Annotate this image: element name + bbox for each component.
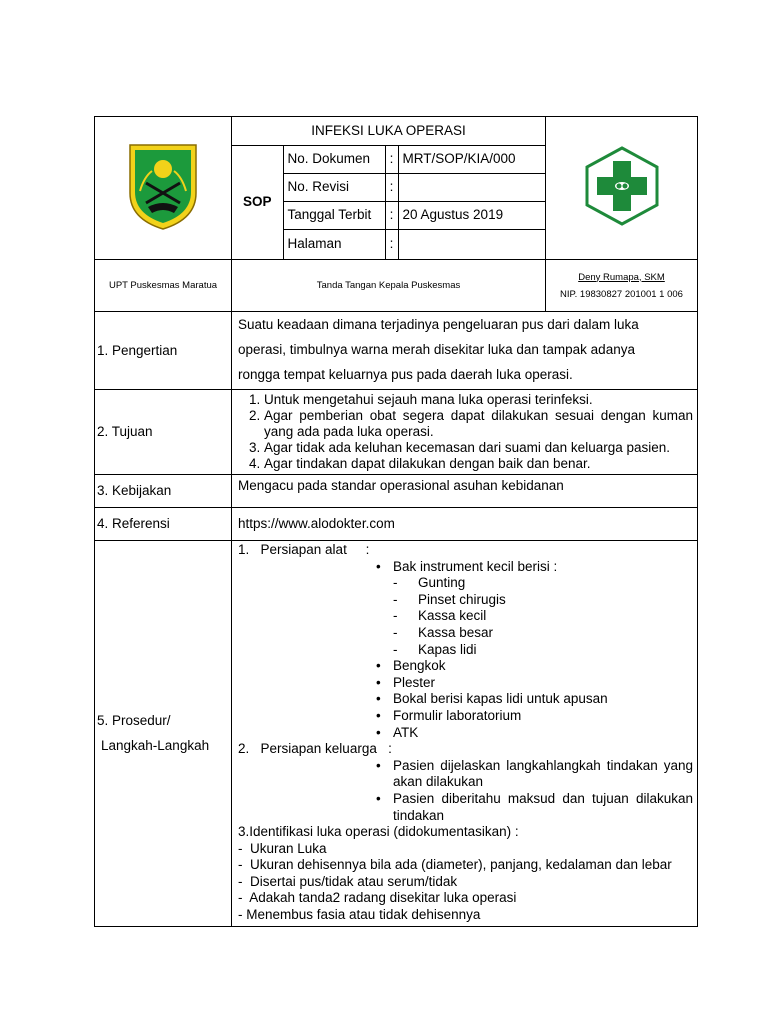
list-item: 1. Untuk mengetahui sejauh mana luka operasi terinfeksi.	[264, 392, 693, 408]
field-value: 20 Agustus 2019	[398, 201, 545, 229]
section-label	[95, 541, 232, 927]
head-identity	[546, 260, 698, 312]
list-item: - Ukuran Luka	[238, 840, 327, 856]
pengertian-text	[232, 312, 698, 390]
list-item: - Kassa kecil	[418, 608, 693, 625]
section-label: 2. Tujuan	[95, 390, 232, 475]
list-item: 3. Agar tidak ada keluhan kecemasan dari suami dan keluarga pasien.	[264, 440, 693, 456]
step-title: 3.Identifikasi luka operasi (didokumentasikan) :	[238, 824, 519, 840]
bak-title: Bak instrument kecil berisi :	[393, 558, 558, 574]
list-item: • Bengkok	[393, 658, 693, 675]
head-nip: NIP. 19830827 201001 1 006	[560, 288, 683, 300]
signature-label: Tanda Tangan Kepala Puskesmas	[232, 260, 546, 312]
list-item: • Bokal berisi kapas lidi untuk apusan	[393, 691, 693, 708]
list-item: - Kapas lidi	[418, 642, 693, 659]
step-title: 2. Persiapan keluarga :	[238, 741, 392, 757]
step-title: 1. Persiapan alat :	[238, 542, 370, 557]
text-line: operasi, timbulnya warna merah disekitar luka dan tampak adanya	[238, 342, 635, 357]
kebijakan-text: Mengacu pada standar operasional asuhan kebidanan	[232, 475, 698, 508]
field-value	[398, 229, 545, 259]
document-title: INFEKSI LUKA OPERASI	[232, 117, 545, 145]
field-value: MRT/SOP/KIA/000	[398, 145, 545, 173]
unit-name: UPT Puskesmas Maratua	[95, 260, 232, 312]
header-center-cell	[232, 117, 546, 260]
list-item: • Plester	[393, 675, 693, 692]
list-item: • Pasien dijelaskan langkahlangkah tindakan yang akan dilakukan	[393, 758, 693, 791]
list-item: • Pasien diberitahu maksud dan tujuan dilakukan tindakan	[393, 791, 693, 824]
list-item: - Gunting	[418, 575, 693, 592]
section-label: 3. Kebijakan	[95, 475, 232, 508]
list-item: - Ukuran dehisennya bila ada (diameter), panjang, kedalaman dan lebar	[238, 857, 672, 873]
field-label: Halaman	[283, 229, 385, 259]
sop-table	[94, 116, 698, 927]
field-label: No. Dokumen	[283, 145, 385, 173]
list-item: - Adakah tanda2 radang disekitar luka operasi	[238, 890, 517, 906]
text-line: rongga tempat keluarnya pus pada daerah luka operasi.	[238, 367, 573, 382]
prosedur-label-line: 5. Prosedur/	[97, 713, 171, 729]
list-item: 2. Agar pemberian obat segera dapat dilakukan sesuai dengan kuman yang ada pada luka operasi.	[264, 408, 693, 440]
list-item	[393, 559, 693, 659]
section-label: 4. Referensi	[95, 508, 232, 541]
list-item: • ATK	[393, 725, 693, 742]
field-label: No. Revisi	[283, 173, 385, 201]
tujuan-list	[232, 390, 698, 475]
sop-document	[94, 116, 697, 927]
regency-crest-icon	[126, 141, 200, 231]
left-logo-cell	[95, 117, 232, 260]
field-sep: :	[385, 229, 398, 259]
field-sep: :	[385, 173, 398, 201]
sop-label: SOP	[232, 145, 283, 259]
text-line: Suatu keadaan dimana terjadinya pengeluaran pus dari dalam luka	[238, 317, 639, 332]
field-sep: :	[385, 145, 398, 173]
right-logo-cell	[546, 117, 698, 260]
head-name: Deny Rumapa, SKM	[578, 271, 665, 283]
puskesmas-cross-icon	[581, 145, 663, 227]
prosedur-content	[232, 541, 698, 927]
field-label: Tanggal Terbit	[283, 201, 385, 229]
prosedur-label-line: Langkah-Langkah	[101, 738, 210, 754]
list-item: - Kassa besar	[418, 625, 693, 642]
field-sep: :	[385, 201, 398, 229]
list-item: - Menembus fasia atau tidak dehisennya	[238, 907, 481, 923]
list-item: - Disertai pus/tidak atau serum/tidak	[238, 873, 458, 889]
list-item: - Pinset chirugis	[418, 592, 693, 609]
list-item: • Formulir laboratorium	[393, 708, 693, 725]
section-label: 1. Pengertian	[95, 312, 232, 390]
header-fields	[232, 117, 545, 259]
list-item: 4. Agar tindakan dapat dilakukan dengan baik dan benar.	[264, 456, 693, 472]
field-value	[398, 173, 545, 201]
referensi-link[interactable]: https://www.alodokter.com	[232, 508, 698, 541]
